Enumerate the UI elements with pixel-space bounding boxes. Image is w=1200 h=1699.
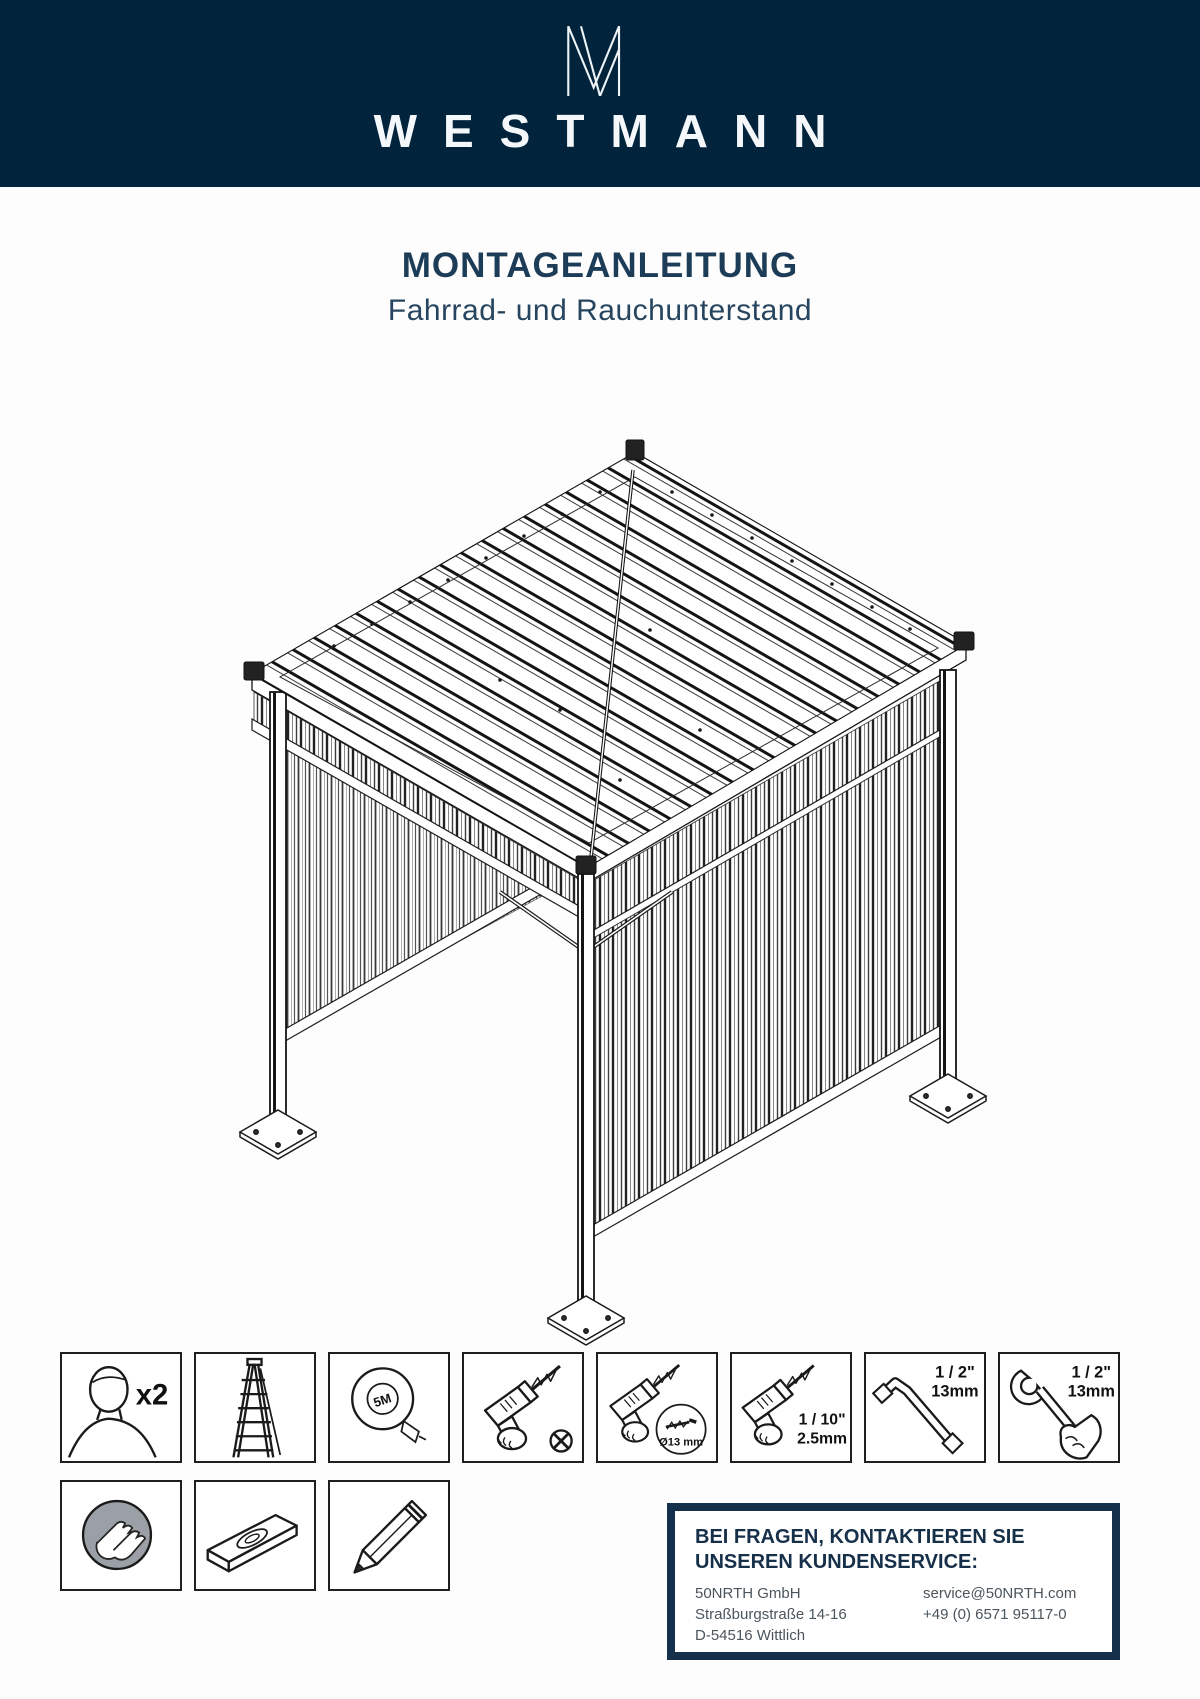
tool-box-spirit-level	[194, 1480, 316, 1591]
phillips-screw-icon	[551, 1430, 572, 1451]
tool-box-socket-wrench	[864, 1352, 986, 1463]
contact-heading-line2: UNSEREN KUNDENSERVICE:	[695, 1551, 979, 1573]
contact-street: Straßburgstraße 14-16	[695, 1606, 847, 1623]
title-block	[0, 246, 1200, 328]
contact-heading-line1: BEI FRAGEN, KONTAKTIEREN SIE	[695, 1526, 1025, 1548]
pilot-size-mm: 2.5mm	[797, 1430, 848, 1448]
contact-panel	[667, 1503, 1120, 1660]
header-band	[0, 0, 1200, 187]
tool-box-gloves	[60, 1480, 182, 1591]
bit-diameter-label: Ø13 mm	[659, 1436, 703, 1449]
page-title: MONTAGEANLEITUNG	[401, 246, 799, 285]
pencil-icon	[330, 1482, 447, 1588]
wrench-size-inch: 1 / 2"	[1071, 1363, 1112, 1382]
contact-channels	[923, 1583, 1076, 1625]
westmann-logo-icon	[560, 22, 640, 96]
stepladder-icon	[196, 1354, 313, 1460]
shelter-illustration	[0, 380, 1200, 1360]
tool-box-stepladder	[194, 1352, 316, 1463]
brand-name: WESTMANN	[373, 105, 853, 157]
tool-box-drill-phillips	[462, 1352, 584, 1463]
contact-phone[interactable]: +49 (0) 6571 95117-0	[923, 1606, 1067, 1623]
wrench-size-mm: 13mm	[1067, 1382, 1115, 1401]
contact-company: 50NRTH GmbH	[695, 1585, 801, 1602]
spirit-level-icon	[196, 1482, 313, 1588]
gloves-icon	[62, 1482, 179, 1588]
page-subtitle: Fahrrad- und Rauchunterstand	[387, 294, 813, 327]
socket-size-inch: 1 / 2"	[935, 1363, 975, 1382]
tool-box-open-end-wrench	[998, 1352, 1120, 1463]
contact-city: D-54516 Wittlich	[695, 1627, 806, 1644]
tape-length-label: 5M	[371, 1390, 394, 1411]
pilot-size-inch: 1 / 10"	[798, 1411, 846, 1429]
persons-count-label: x2	[135, 1379, 169, 1412]
tool-box-drill-pilot	[730, 1352, 852, 1463]
tool-box-two-persons	[60, 1352, 182, 1463]
contact-email[interactable]: service@50NRTH.com	[923, 1585, 1077, 1602]
tool-box-tape-measure	[328, 1352, 450, 1463]
tool-box-pencil	[328, 1480, 450, 1591]
socket-size-mm: 13mm	[931, 1382, 979, 1401]
tool-box-drill-13mm	[596, 1352, 718, 1463]
